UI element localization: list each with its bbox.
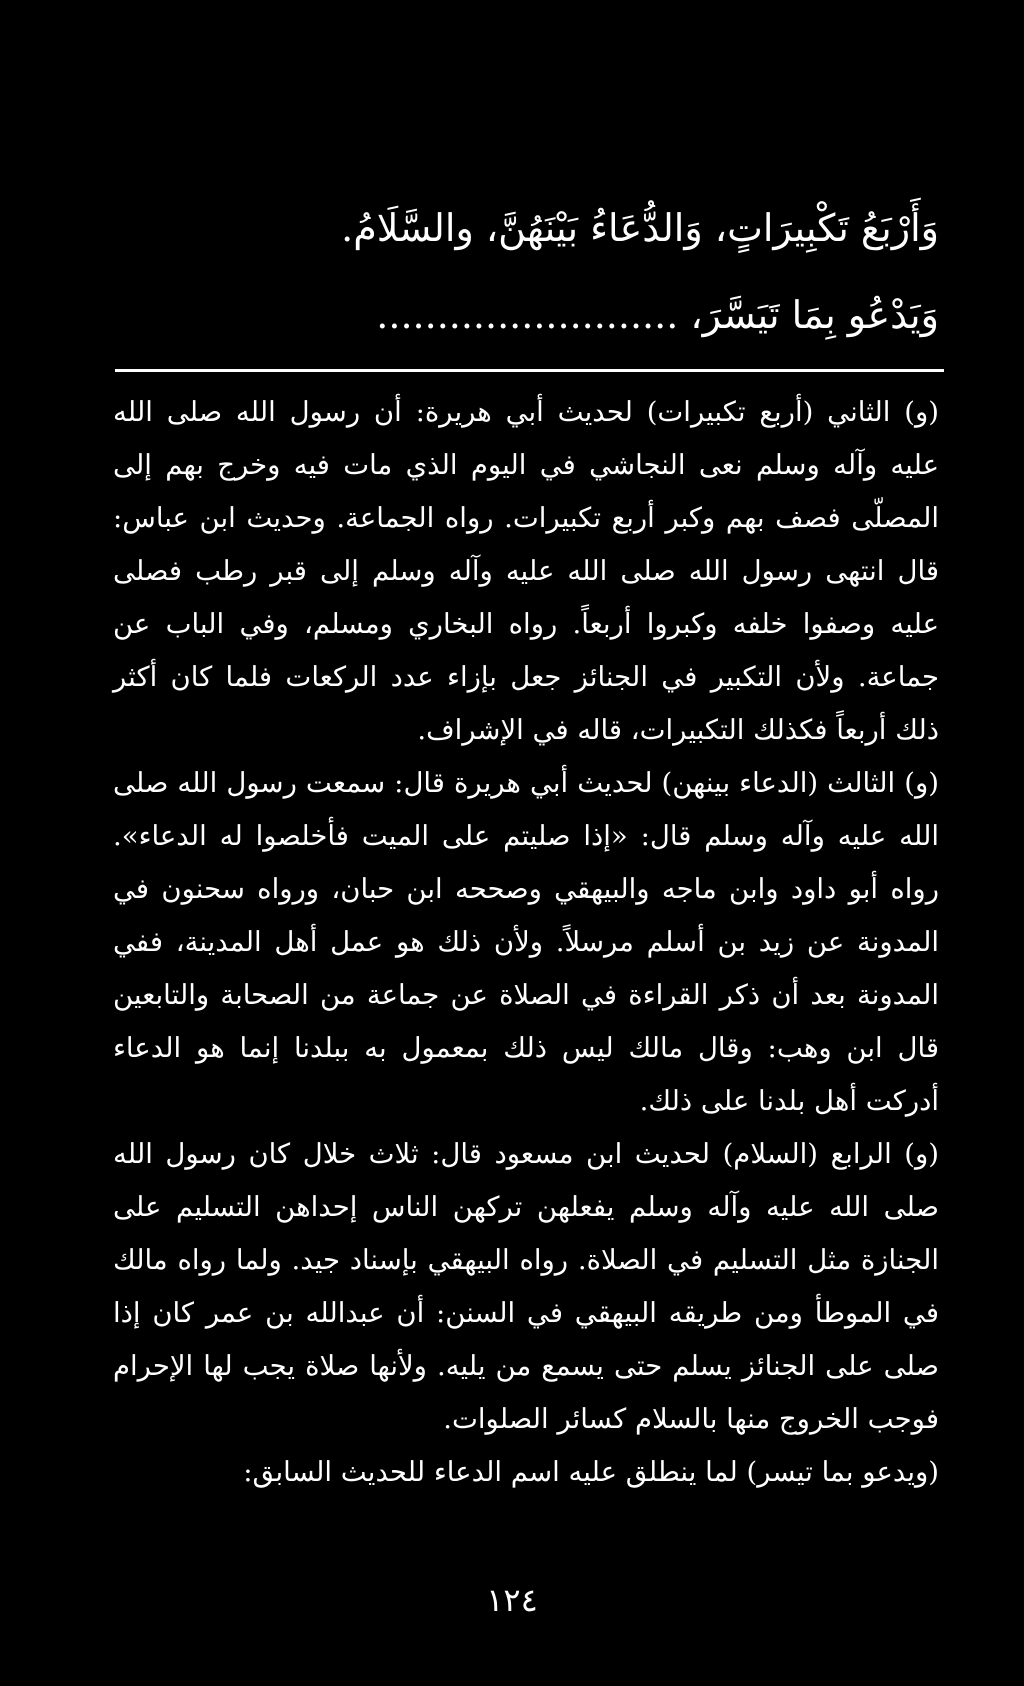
page-number: ١٢٤ (486, 1581, 538, 1619)
horizontal-divider (115, 369, 944, 372)
commentary-paragraph-yadu: (ويدعو بما تيسر) لما ينطلق عليه اسم الدعاء للحديث السابق: (243, 1456, 939, 1488)
commentary-paragraph-takbirat: (و) الثاني (أربع تكبيرات) لحديث أبي هريرة: أن رسول الله صلى الله عليه وآله وسلم نعى النجاشي في اليوم الذي مات فيه وخرج بهم إلى المصلّى فصف بهم وكبر أربع تكبيرات. رواه الجماعة. وحديث ابن عباس: قال انتهى رسول الله صلى الله عليه وآله وسلم إلى قبر رطب فصلى عليه وصفوا خلفه وكبروا أربعاً. رواه البخاري ومسلم، وفي الباب عن جماعة. ولأن التكبير في الجنائز جعل بإزاء عدد الركعات فلما كان أكثر ذلك أربعاً فكذلك التكبيرات، قاله في الإشراف. (113, 396, 939, 746)
commentary-paragraph-salam: (و) الرابع (السلام) لحديث ابن مسعود قال: ثلاث خلال كان رسول الله صلى الله عليه وآله وسلم يفعلهن تركهن الناس إحداهن التسليم على الجنازة مثل التسليم في الصلاة. رواه البيهقي بإسناد جيد. ولما رواه مالك في الموطأ ومن طريقه البيهقي في السنن: أن عبدالله بن عمر كان إذا صلى على الجنائز يسلم حتى يسمع من يليه. ولأنها صلاة يجب لها الإحرام فوجب الخروج منها بالسلام كسائر الصلوات. (113, 1138, 939, 1435)
matn-line-2: وَيَدْعُو بِمَا تَيَسَّرَ، ......................... (376, 293, 939, 337)
matn-line-1: وَأَرْبَعُ تَكْبِيرَاتٍ، وَالدُّعَاءُ بَيْنَهُنَّ، والسَّلَامُ. (341, 206, 939, 250)
commentary-paragraph-dua: (و) الثالث (الدعاء بينهن) لحديث أبي هريرة قال: سمعت رسول الله صلى الله عليه وآله وسلم قال: «إذا صليتم على الميت فأخلصوا له الدعاء». رواه أبو داود وابن ماجه والبيهقي وصححه ابن حبان، ورواه سحنون في المدونة عن زيد بن أسلم مرسلاً. ولأن ذلك هو عمل أهل المدينة، ففي المدونة بعد أن ذكر القراءة في الصلاة عن جماعة من الصحابة والتابعين قال ابن وهب: وقال مالك ليس ذلك بمعمول به ببلدنا إنما هو الدعاء أدركت أهل بلدنا على ذلك. (113, 767, 939, 1117)
commentary-block (113, 386, 939, 1499)
